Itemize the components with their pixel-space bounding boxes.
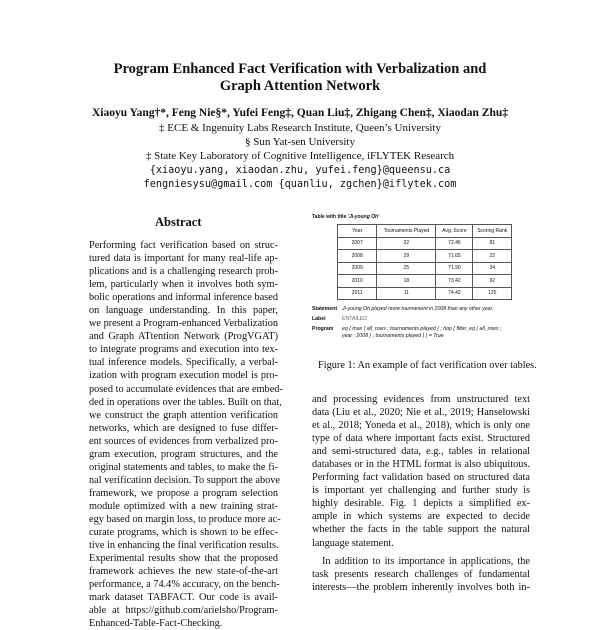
table-cell: 25: [377, 262, 436, 275]
abstract-line: tive in enhancing the final verification results.: [89, 540, 279, 552]
abstract-line: gram execution, program structures, and the: [89, 448, 278, 460]
abstract-line: on language understanding. In this paper,: [89, 305, 278, 317]
table-cell: 11: [377, 287, 436, 300]
statement-label: Statement: [312, 306, 338, 312]
abstract-line: module optimized with a new training strat-: [89, 500, 278, 512]
abstract-line: plications and is a challenging research prob-: [89, 266, 278, 278]
abstract-line: egy based on margin loss, to produce more ac-: [89, 513, 281, 525]
paper-title-line-2: Graph Attention Network: [219, 78, 381, 94]
abstract-line: original statements and tables, to make the fi-: [89, 461, 278, 473]
table-cell: 92: [473, 275, 512, 288]
program-row: [312, 326, 512, 340]
intro-line: and processing evidences from unstructured text: [312, 394, 530, 405]
label-label: Label: [312, 316, 326, 322]
table-cell: 22: [473, 250, 512, 263]
table-row: [338, 250, 512, 263]
table-title-name: 'Ji-young Oh': [347, 214, 380, 220]
table-row: [338, 262, 512, 275]
intro-body: [312, 393, 530, 594]
abstract-line: ent sources of evidences from verbalized pro-: [89, 435, 278, 447]
table-cell: 18: [377, 275, 436, 288]
figure-1: [312, 214, 512, 340]
label-row: [312, 316, 512, 323]
paper-title-line-1: Program Enhanced Fact Verification with Verbalization and: [113, 61, 487, 77]
affiliation-queens: ‡ ECE & Ingenuity Labs Research Institute, Queen’s University: [159, 122, 441, 134]
table-row: [338, 237, 512, 250]
table-cell: 125: [473, 287, 512, 300]
intro-line: In addition to its importance in applications, the: [322, 555, 530, 567]
example-table: [337, 224, 512, 300]
abstract-line: we construct the graph attention verification: [89, 409, 278, 421]
abstract-line: to integrate programs and execution into tex-: [89, 344, 278, 356]
abstract-line: mark dataset TABFACT. Our code is avail-: [89, 592, 278, 604]
table-title: [312, 214, 512, 220]
table-row: [338, 275, 512, 288]
label-value: ENTAILED: [342, 316, 367, 322]
table-column-header: Year: [338, 225, 377, 238]
intro-line: highly desirable. Fig. 1 depicts a simplified ex-: [312, 498, 530, 510]
table-cell: 2010: [338, 275, 377, 288]
abstract-heading: Abstract: [155, 215, 202, 229]
intro-line: et al., 2018; Yoneda et al., 2018), which is only one: [312, 420, 530, 432]
table-cell: 72.46: [436, 237, 473, 250]
abstract-line: ization with program execution model is pro-: [89, 370, 278, 382]
affiliation-sysu: § Sun Yat-sen University: [244, 136, 355, 148]
intro-line: ample in which systems are expected to decide: [312, 511, 530, 523]
abstract-line: performance, a 74.4% accuracy, on the bench-: [89, 579, 280, 591]
abstract-line: able at https://github.com/arielsho/Program-: [89, 605, 278, 617]
email-line-1: {xiaoyu.yang, xiaodan.zhu, yufei.feng}@queensu.ca: [149, 165, 451, 176]
intro-line: type of data where important facts exist. Structured: [312, 433, 530, 445]
table-cell: 34: [473, 262, 512, 275]
table-cell: 73.42: [436, 275, 473, 288]
table-cell: 2007: [338, 237, 377, 250]
abstract-line: lem, particularly when it involves both sym-: [89, 279, 278, 291]
table-cell: 74.42: [436, 287, 473, 300]
table-row: [338, 287, 512, 300]
table-cell: 2009: [338, 262, 377, 275]
table-cell: 81: [473, 237, 512, 250]
email-line-2: fengniesysu@gmail.com {quanliu, zgchen}@iflytek.com: [143, 179, 457, 190]
program-text: eq { max { all_rows ; tournaments played } ; hop { filter_eq { all_rows ; year ; 2008 } ; tournaments played } } = True: [342, 326, 502, 339]
intro-line: language statement.: [312, 537, 394, 549]
abstract-line: nal verification decision. To support the above: [89, 474, 280, 486]
table-cell: 22: [377, 237, 436, 250]
paper-title: [60, 61, 540, 95]
table-column-header: Scoring Rank: [473, 225, 512, 238]
abstract-line: curate programs, which is shown to be effec-: [89, 527, 278, 539]
table-cell: 71.65: [436, 250, 473, 263]
abstract-line: Enhanced-Table-Fact-Checking.: [89, 618, 223, 630]
intro-line: Performing fact validation based on structured data: [312, 472, 530, 484]
abstract-line: Performing fact verification based on struc-: [89, 240, 278, 251]
table-column-header: Tournaments Played: [377, 225, 436, 238]
table-header-row: [338, 225, 512, 238]
intro-line: is important yet challenging and further study is: [312, 485, 530, 497]
table-cell: 71.90: [436, 262, 473, 275]
abstract-line: framework achieves the new state-of-the-art: [89, 566, 278, 578]
abstract-line: posed to accumulate evidences that are embed-: [89, 383, 283, 395]
abstract-line: tual inference models. Specifically, a verbal-: [89, 357, 278, 369]
abstract-line: tured data is important for many real-life ap-: [89, 253, 278, 265]
abstract-line: framework, we propose a program selection: [89, 487, 278, 499]
intro-line: task presents research challenges of fundamental: [312, 568, 530, 580]
intro-line: and semi-structured data, e.g., tables in relational: [312, 446, 530, 458]
table-cell: 2011: [338, 287, 377, 300]
program-label: Program: [312, 326, 334, 332]
table-cell: 29: [377, 250, 436, 263]
abstract-line: Experimental results show that the proposed: [89, 553, 278, 565]
intro-line: databases or in the HTML format is also ubiquitous.: [312, 459, 530, 471]
abstract-line: bolic operations and informal inference based: [89, 292, 278, 304]
statement-text: Ji-young Oh played more tournament in 2008 than any other year.: [342, 306, 494, 312]
intro-line: data (Liu et al., 2020; Nie et al., 2019; Hanselowski: [312, 407, 530, 419]
table-title-prefix: Table with title: [312, 214, 348, 220]
abstract-line: we present a Program-enhanced Verbalization: [89, 318, 279, 330]
table-cell: 2008: [338, 250, 377, 263]
abstract-line: networks, which are designed to fuse differ-: [89, 422, 278, 434]
abstract-line: and Graph ATtention Network (ProgVGAT): [89, 331, 278, 343]
affiliation-iflytek: ‡ State Key Laboratory of Cognitive Intelligence, iFLYTEK Research: [145, 150, 455, 162]
figure-caption: Figure 1: An example of fact verification over tables.: [318, 360, 537, 371]
intro-line: interests—the problem inherently involves both in-: [312, 581, 530, 593]
table-column-header: Avg. Score: [436, 225, 473, 238]
abstract-body: [89, 239, 283, 630]
author-list: Xiaoyu Yang†*, Feng Nie§*, Yufei Feng‡, Quan Liu‡, Zhigang Chen‡, Xiaodan Zhu‡: [91, 107, 508, 119]
abstract-line: ded in operations over the tables. Built on that,: [89, 396, 282, 408]
statement-row: [312, 306, 512, 313]
intro-line: whether the facts in the table support the natural: [312, 524, 530, 536]
